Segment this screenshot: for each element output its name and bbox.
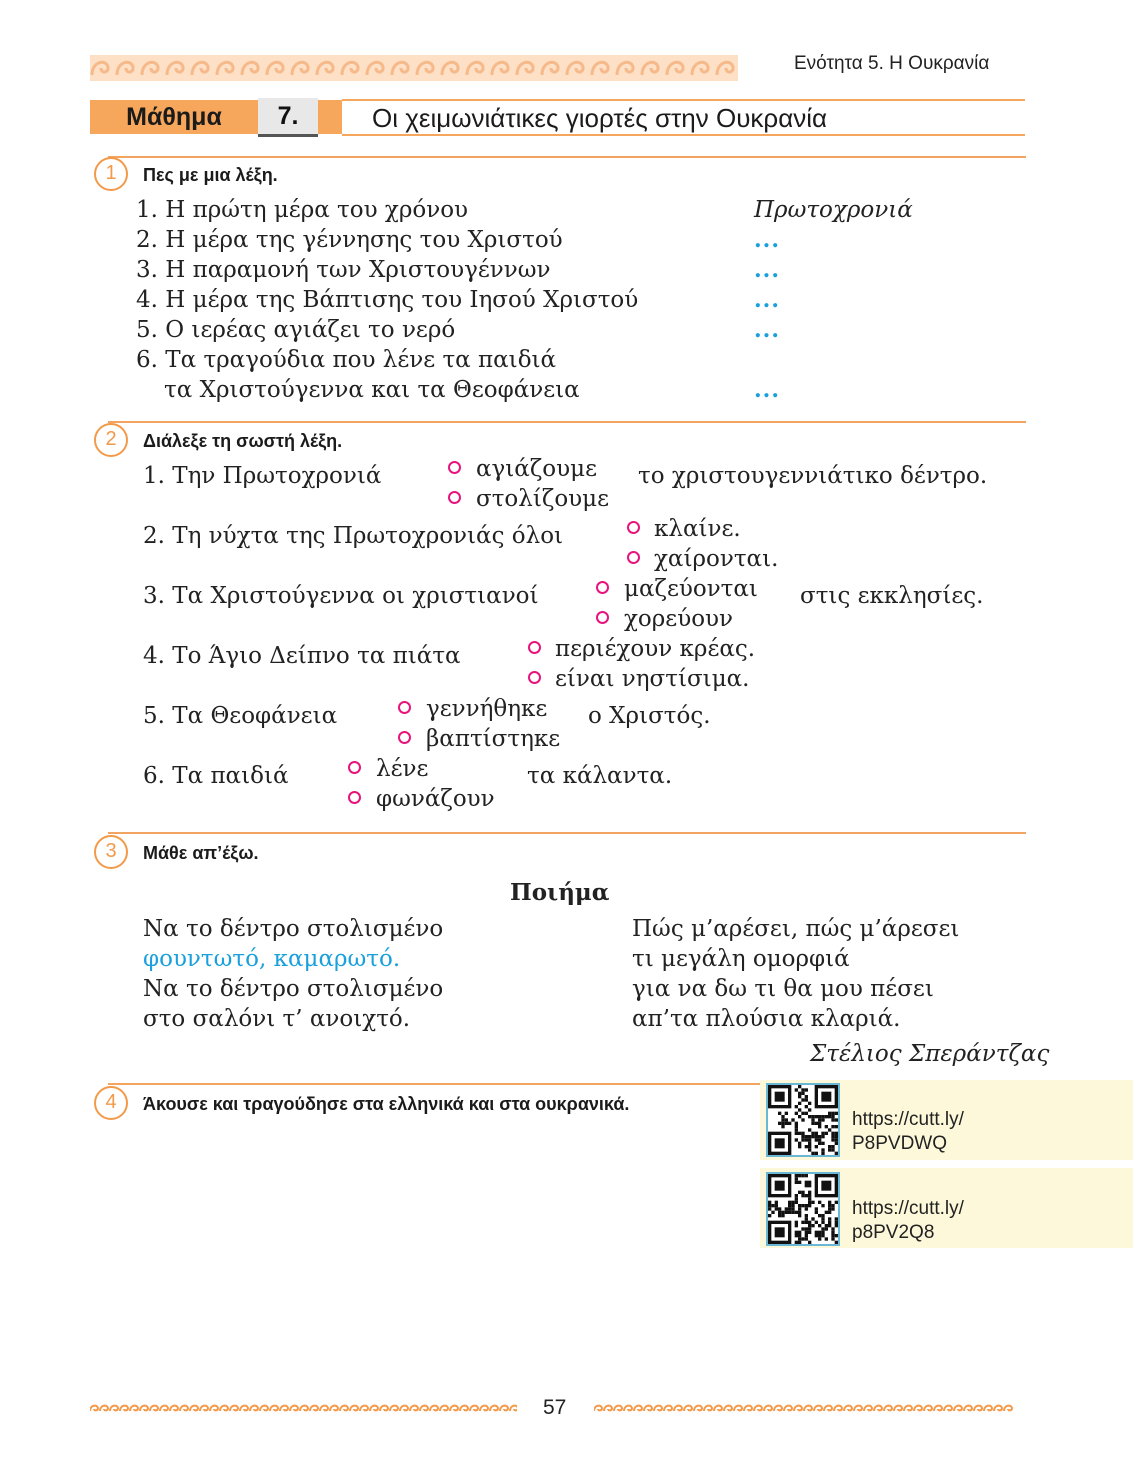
section-4-heading: Άκουσε και τραγούδησε στα ελληνικά και στα ουκρανικά. [143,1094,630,1114]
s1-answer-4: ... [754,287,780,313]
poem-right-line-4: απ’τα πλούσια κλαριά. [632,1006,901,1032]
s2-item-6-option-b-bullet[interactable] [348,791,361,804]
qr-link-panel-2[interactable] [760,1168,1133,1248]
s2-item-2-start: 2. Τη νύχτα της Πρωτοχρονιάς όλοι [143,523,564,549]
s2-item-4-option-b[interactable]: είναι νηστίσιμα. [555,666,750,692]
s2-item-3-start: 3. Τα Χριστούγεννα οι χριστιανοί [143,583,539,609]
footer-wave-left [90,1403,517,1413]
section-2-rule [108,421,1026,423]
s1-item-5: 5. Ο ιερέας αγιάζει το νερό [136,317,456,343]
s2-item-4-option-b-bullet[interactable] [528,671,541,684]
s1-item-4: 4. Η μέρα της Βάπτισης του Ιησού Χριστού [136,287,639,313]
s1-item-3: 3. Η παραμονή των Χριστουγέννων [136,257,551,283]
section-1-number: 1 [94,157,128,191]
poem-right-line-3: για να δω τι θα μου πέσει [632,976,934,1002]
s2-item-6-option-a-bullet[interactable] [348,761,361,774]
poem-left-line-1: Να το δέντρο στολισμένο [143,916,444,942]
section-1-rule [108,156,1026,158]
section-3-heading: Μάθε απ’έξω. [143,843,259,863]
s2-item-5-start: 5. Τα Θεοφάνεια [143,703,338,729]
poem-left-line-3: Να το δέντρο στολισμένο [143,976,444,1002]
section-2-number: 2 [94,423,128,457]
s2-item-5-option-a-bullet[interactable] [398,701,411,714]
page-number: 57 [543,1396,567,1419]
poem-author: Στέλιος Σπεράντζας [810,1041,1050,1067]
s2-item-5-end: ο Χριστός. [588,703,711,729]
section-1-heading: Πες με μια λέξη. [143,165,278,185]
s2-item-4-option-a-bullet[interactable] [528,641,541,654]
s2-item-2-option-b-bullet[interactable] [627,551,640,564]
footer-wave-right [594,1403,1020,1413]
section-3-number: 3 [94,835,128,869]
s2-item-6-start: 6. Τα παιδιά [143,763,289,789]
s2-item-4-option-a[interactable]: περιέχουν κρέας. [555,636,756,662]
poem-left-line-4: στο σαλόνι τ’ ανοιχτό. [143,1006,411,1032]
s1-answer-6: ... [754,377,780,403]
s2-item-1-option-b-bullet[interactable] [448,491,461,504]
s2-item-3-option-a-bullet[interactable] [596,581,609,594]
s1-answer-3: ... [754,257,780,283]
s2-item-1-option-b[interactable]: στολίζουμε [476,486,610,512]
s2-item-6-option-a[interactable]: λένε [376,756,429,782]
s2-item-4-start: 4. Το Άγιο Δείπνο τα πιάτα [143,643,461,669]
qr-link-2-url-line2[interactable]: p8PV2Q8 [852,1222,935,1243]
s1-item-6-line2: τα Χριστούγεννα και τα Θεοφάνεια [164,377,580,403]
s1-answer-2: ... [754,227,780,253]
poem-title: Ποιήμα [510,879,610,906]
s1-item-6: 6. Τα τραγούδια που λένε τα παιδιά [136,347,557,373]
s2-item-2-option-a-bullet[interactable] [627,521,640,534]
lesson-label: Μάθημα [90,100,258,134]
s2-item-5-option-b-bullet[interactable] [398,731,411,744]
s2-item-5-option-b[interactable]: βαπτίστηκε [426,726,561,752]
s2-item-1-option-a-bullet[interactable] [448,461,461,474]
s2-item-1-option-a[interactable]: αγιάζουμε [476,456,597,482]
section-4-rule [108,1083,760,1085]
qr-link-1-url-line2[interactable]: P8PVDWQ [852,1133,948,1154]
poem-right-line-1: Πώς μ’αρέσει, πώς μ’άρεσει [632,916,960,942]
s2-item-1-start: 1. Την Πρωτοχρονιά [143,463,382,489]
s1-item-2: 2. Η μέρα της γέννησης του Χριστού [136,227,563,253]
lesson-number: 7. [258,98,318,137]
qr-link-2-url-line1[interactable]: https://cutt.ly/ [852,1198,964,1219]
s2-item-3-option-b[interactable]: χορεύουν [624,606,734,632]
qr-code-icon[interactable] [766,1172,840,1246]
s1-answer-5: ... [754,317,780,343]
qr-code-icon[interactable] [766,1083,840,1157]
s1-answer-1: Πρωτοχρονιά [754,197,913,223]
s2-item-3-option-b-bullet[interactable] [596,611,609,624]
poem-right-line-2: τι μεγάλη ομορφιά [632,946,850,972]
s2-item-1-end: το χριστουγεννιάτικο δέντρο. [638,463,988,489]
section-4-number: 4 [94,1086,128,1120]
s2-item-2-option-a[interactable]: κλαίνε. [654,516,741,542]
decorative-wave-band [90,55,738,81]
unit-title: Ενότητα 5. Η Ουκρανία [794,53,990,74]
section-2-heading: Διάλεξε τη σωστή λέξη. [143,431,343,451]
s2-item-6-end: τα κάλαντα. [527,763,673,789]
lesson-bar-accent [318,100,342,134]
s2-item-3-end: στις εκκλησίες. [800,583,984,609]
qr-link-1-url-line1[interactable]: https://cutt.ly/ [852,1109,964,1130]
qr-link-panel-1[interactable] [760,1080,1133,1160]
s1-item-1: 1. Η πρώτη μέρα του χρόνου [136,197,469,223]
lesson-title: Οι χειμωνιάτικες γιορτές στην Ουκρανία [372,103,828,133]
s2-item-6-option-b[interactable]: φωνάζουν [376,786,495,812]
s2-item-5-option-a[interactable]: γεννήθηκε [426,696,548,722]
poem-left-line-2: φουντωτό, καμαρωτό. [143,946,401,972]
s2-item-3-option-a[interactable]: μαζεύονται [624,576,758,602]
section-3-rule [108,832,1026,834]
s2-item-2-option-b[interactable]: χαίρονται. [654,546,779,572]
